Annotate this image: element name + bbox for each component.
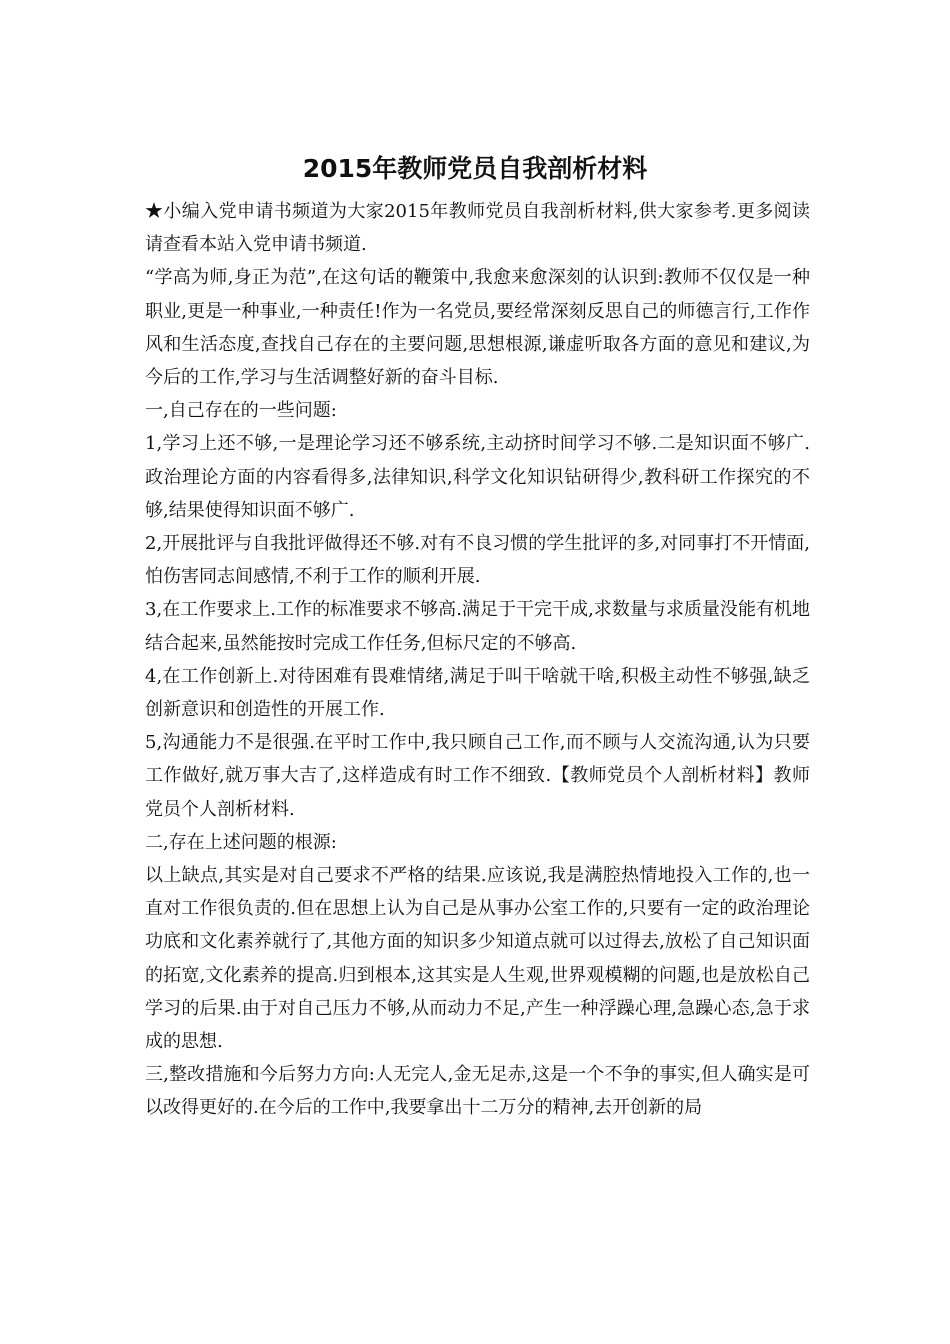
roots-paragraph: 以上缺点,其实是对自己要求不严格的结果.应该说,我是满腔热情地投入工作的,也一直对工作很负责的.但在思想上认为自己是从事办公室工作的,只要有一定的政治理论功底和文化素养就行了,其他方面的知识多少知道点就可以过得去,放松了自己知识面的拓宽,文化素养的提高.归到根本,这其实是人生观,世界观模糊的问题,也是放松自己学习的后果.由于对自己压力不够,从而动力不足,产生一种浮躁心理,急躁心态,急于求成的思想. bbox=[145, 865, 810, 1053]
document-body bbox=[145, 195, 810, 1125]
section-heading-problems: 一,自己存在的一些问题: bbox=[145, 400, 337, 422]
document-title: 2015年教师党员自我剖析材料 bbox=[302, 154, 648, 183]
problem-item-4: 4,在工作创新上.对待困难有畏难情绪,满足于叫干啥就干啥,积极主动性不够强,缺乏创新意识和创造性的开展工作. bbox=[145, 665, 810, 721]
body-paragraph: “学高为师,身正为范”,在这句话的鞭策中,我愈来愈深刻的认识到:教师不仅仅是一种职业,更是一种事业,一种责任!作为一名党员,要经常深刻反思自己的师德言行,工作作风和生活态度,查找自己存在的主要问题,思想根源,谦虚听取各方面的意见和建议,为今后的工作,学习与生活调整好新的奋斗目标. bbox=[145, 267, 810, 389]
section-heading-roots: 二,存在上述问题的根源: bbox=[145, 831, 337, 853]
section-heading-measures: 三,整改措施和今后努力方向:人无完人,金无足赤,这是一个不争的事实,但人确实是可以改得更好的.在今后的工作中,我要拿出十二万分的精神,去开创新的局 bbox=[145, 1064, 810, 1119]
problem-item-1: 1,学习上还不够,一是理论学习还不够系统,主动挤时间学习不够.二是知识面不够广.政治理论方面的内容看得多,法律知识,科学文化知识钻研得少,教科研工作探究的不够,结果使得知识面不够广. bbox=[145, 433, 810, 521]
problem-item-5: 5,沟通能力不是很强.在平时工作中,我只顾自己工作,而不顾与人交流沟通,认为只要工作做好,就万事大吉了,这样造成有时工作不细致.【教师党员个人剖析材料】教师党员个人剖析材料. bbox=[145, 732, 810, 820]
problem-item-2: 2,开展批评与自我批评做得还不够.对有不良习惯的学生批评的多,对同事打不开情面,怕伤害同志间感情,不利于工作的顺利开展. bbox=[145, 533, 810, 588]
intro-paragraph: ★小编入党申请书频道为大家2015年教师党员自我剖析材料,供大家参考.更多阅读请查看本站入党申请书频道. bbox=[145, 201, 810, 256]
problem-item-3: 3,在工作要求上.工作的标准要求不够高.满足于干完干成,求数量与求质量没能有机地结合起来,虽然能按时完成工作任务,但标尺定的不够高. bbox=[145, 599, 810, 654]
